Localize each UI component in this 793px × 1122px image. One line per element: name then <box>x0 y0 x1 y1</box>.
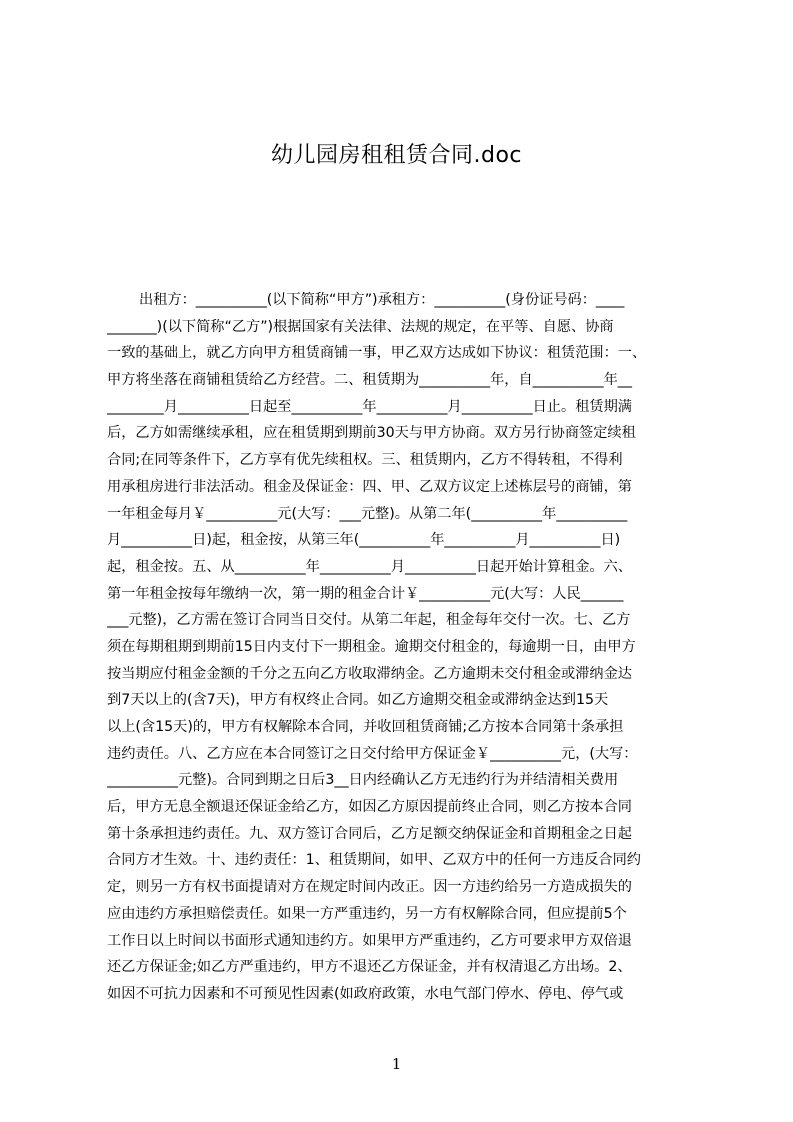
contract-text-line: 违约责任。八、乙方应在本合同签订之日交付给甲方保证金￥__________元，(大写： <box>107 745 638 762</box>
contract-body <box>107 287 697 1008</box>
contract-text-line: 一年租金每月￥__________元(大写：___元整)。从第二年(__________年__________ <box>107 505 628 522</box>
contract-text-line: 起，租金按。五、从__________年__________月__________日起开始计算租金。六、 <box>107 558 632 575</box>
contract-text-line: 以上(含15天)的，甲方有权解除本合同，并收回租赁商铺;乙方按本合同第十条承担 <box>107 719 624 735</box>
contract-text-line: 须在每期租期到期前15日内支付下一期租金。逾期交付租金的，每逾期一日，由甲方 <box>107 638 636 655</box>
contract-text-line: 出租方：__________(以下简称“甲方”)承租方：__________(身份证号码：____ <box>139 292 625 308</box>
contract-text-line: ________月__________日起至__________年__________月__________日止。租赁期满 <box>107 398 632 415</box>
contract-text-line: 定，则另一方有权书面提请对方在规定时间内改正。因一方违约给另一方造成损失的 <box>107 879 632 896</box>
contract-text-line: 后，乙方如需继续承租，应在租赁期到期前30天与甲方协商。双方另行协商签定续租 <box>107 425 636 442</box>
contract-text-line: 用承租房进行非法活动。租金及保证金：四、甲、乙双方议定上述栋层号的商铺，第 <box>107 478 632 495</box>
contract-text-line: 合同;在同等条件下，乙方享有优先续租权。三、租赁期内，乙方不得转租，不得利 <box>107 452 623 469</box>
contract-text-line: 甲方将坐落在商铺租赁给乙方经营。二、租赁期为__________年，自__________年__ <box>107 372 632 389</box>
contract-text-line: _______)(以下简称“乙方”)根据国家有关法律、法规的规定，在平等、自愿、协商 <box>107 318 614 335</box>
contract-text-line: 第一年租金按每年缴纳一次，第一期的租金合计￥__________元(大写：人民______ <box>107 585 624 602</box>
contract-text-line: 应由违约方承担赔偿责任。如果一方严重违约，另一方有权解除合同，但应提前5个 <box>107 905 627 922</box>
document-title: 幼儿园房租租赁合同.doc <box>270 143 522 168</box>
contract-text-line: __________元整)。合同到期之日后3__日内经确认乙方无违约行为并结清相关费用 <box>107 772 619 789</box>
contract-text-line: 后，甲方无息全额退还保证金给乙方，如因乙方原因提前终止合同，则乙方按本合同 <box>107 799 632 816</box>
contract-text-line: 按当期应付租金金额的千分之五向乙方收取滞纳金。乙方逾期未交付租金或滞纳金达 <box>107 665 632 682</box>
contract-text-line: 还乙方保证金;如乙方严重违约，甲方不退还乙方保证金，并有权清退乙方出场。2、 <box>107 959 632 976</box>
contract-text-line: 到7天以上的(含7天)，甲方有权终止合同。如乙方逾期交租金或滞纳金达到15天 <box>107 692 609 709</box>
contract-text-line: 工作日以上时间以书面形式通知违约方。如果甲方严重违约，乙方可要求甲方双倍退 <box>107 932 632 949</box>
contract-text-line: 月__________日)起，租金按，从第三年(__________年__________月__________日) <box>107 532 621 549</box>
contract-text-line: 第十条承担违约责任。九、双方签订合同后，乙方足额交纳保证金和首期租金之日起 <box>107 825 632 842</box>
contract-text-line: ___元整)，乙方需在签订合同当日交付。从第二年起，租金每年交付一次。七、乙方 <box>107 612 631 629</box>
contract-text-line: 一致的基础上，就乙方向甲方租赁商铺一事，甲乙双方达成如下协议：租赁范围：一、 <box>107 345 647 362</box>
page-number: 1 <box>391 1055 402 1073</box>
contract-text-line: 如因不可抗力因素和不可预见性因素(如政府政策，水电气部门停水、停电、停气或 <box>107 985 624 1002</box>
contract-text-line: 合同方才生效。十、违约责任：1、租赁期间，如甲、乙双方中的任何一方违反合同约 <box>107 852 641 869</box>
